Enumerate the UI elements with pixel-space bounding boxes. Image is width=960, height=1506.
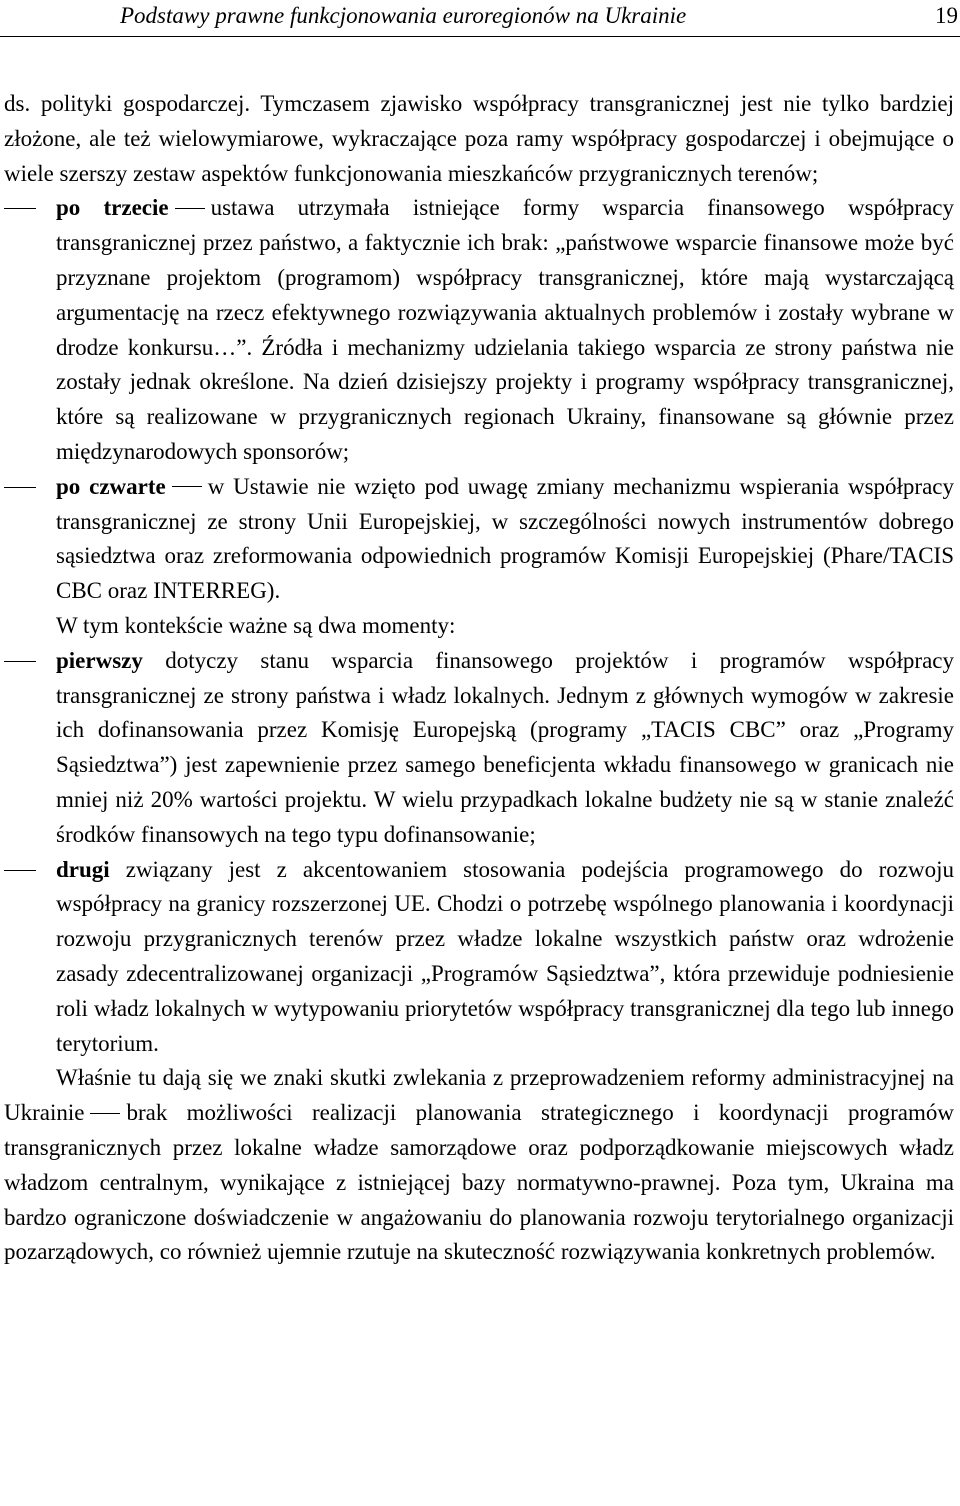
intro-paragraph: ds. polityki gospodarczej. Tymczasem zjawisko współpracy transgranicznej jest nie tylko bardziej złożone, ale też wielowymiarowe, wykraczające poza ramy współpracy gospodarczej i obejmujące o wiele szerszy zestaw aspektów funkcjonowania mieszkańców przygranicznych terenów; — [4, 91, 954, 186]
dash-bullet — [4, 487, 36, 488]
running-header — [0, 0, 960, 36]
em-dash — [90, 1113, 120, 1114]
closing-text-start: Właśnie tu dają się we znaki skutki zwlekania z przeprowadzeniem reformy administracyjnej na Ukrainie — [4, 1065, 954, 1126]
list-item-po-czwarte — [4, 470, 954, 609]
dash-bullet — [4, 661, 36, 662]
item-lead: po czwarte — [56, 473, 166, 499]
item-text: związany jest z akcentowaniem stosowania podejścia programowego do rozwoju współpracy na granicy rozszerzonej UE. Chodzi o potrzebę wspólnego planowania i koordynacji rozwoju przygranicznych terenów przez władze lokalne wszystkich państw oraz wdrożenie zasady zdecentralizowanej organizacji „Programów Sąsiedztwa”, która przewiduje podniesienie roli władz lokalnych w wytypowaniu priorytetów współpracy transgranicznej dla tego lub innego terytorium. — [56, 856, 954, 1056]
item-text: dotyczy stanu wsparcia finansowego projektów i programów współpracy transgranicznej ze strony państwa i władz lokalnych. Jednym z głównych wymogów w zakresie ich dofinansowania przez Komisję Europejską (programy „TACIS CBC” oraz „Programy Sąsiedztwa”) jest zapewnienie przez samego beneficjenta wkładu finansowego w granicach nie mniej niż 20% wartości projektu. W wielu przypadkach lokalne budżety nie są w stanie znaleźć środków finansowych na tego typu dofinansowanie; — [56, 647, 955, 847]
dash-bullet — [4, 208, 36, 209]
list-item-po-trzecie — [4, 191, 954, 469]
running-header-title: Podstawy prawne funkcjonowania euroregionów na Ukrainie — [120, 3, 687, 28]
item-text: ustawa utrzymała istniejące formy wsparcia finansowego współpracy transgranicznej przez państwo, a faktycznie ich brak: „państwowe wsparcie finansowe może być przyznane projektom (programom) współpracy transgranicznej, które mają wystarczającą argumentację na rzecz efektywnego rozwiązywania aktualnych problemów i zostały wybrane w drodze konkursu…”. Źródła i mechanizmy udzielania takiego wsparcia ze strony państwa nie zostały jednak określone. Na dzień dzisiejszy projekty i programy współpracy transgranicznej, które są realizowane w przygranicznych regionach Ukrainy, finansowane są głównie przez międzynarodowych sponsorów; — [56, 195, 954, 464]
item-lead: drugi — [56, 856, 110, 882]
moments-intro-paragraph: W tym kontekście ważne są dwa momenty: — [56, 612, 456, 638]
list-item-pierwszy — [4, 644, 954, 853]
item-lead: pierwszy — [56, 647, 143, 673]
closing-paragraph — [4, 1061, 954, 1270]
page-body — [4, 87, 954, 1270]
list-item-drugi — [4, 853, 954, 1062]
item-text: w Ustawie nie wzięto pod uwagę zmiany mechanizmu wspierania współpracy transgranicznej ze strony Unii Europejskiej, w szczególności nowych instrumentów dobrego sąsiedztwa oraz zreformowania odpowiednich programów Komisji Europejskiej (Phare/TACIS CBC oraz INTERREG). — [56, 473, 954, 604]
page-number: 19 — [935, 3, 958, 28]
closing-text-end: brak możliwości realizacji planowania strategicznego i koordynacji programów transgranicznych przez lokalne władze samorządowe oraz podporządkowanie miejscowych władz władzom centralnym, wynikające z istniejącej bazy normatywno-prawnej. Poza tym, Ukraina ma bardzo ograniczone doświadczenie w angażowaniu do planowania rozwoju terytorialnego organizacji pozarządowych, co również ujemnie rzutuje na skuteczność rozwiązywania konkretnych problemów. — [4, 1100, 954, 1265]
em-dash — [172, 486, 202, 487]
em-dash — [175, 208, 205, 209]
header-rule — [0, 36, 960, 37]
item-lead: po trzecie — [56, 195, 169, 221]
dash-bullet — [4, 870, 36, 871]
